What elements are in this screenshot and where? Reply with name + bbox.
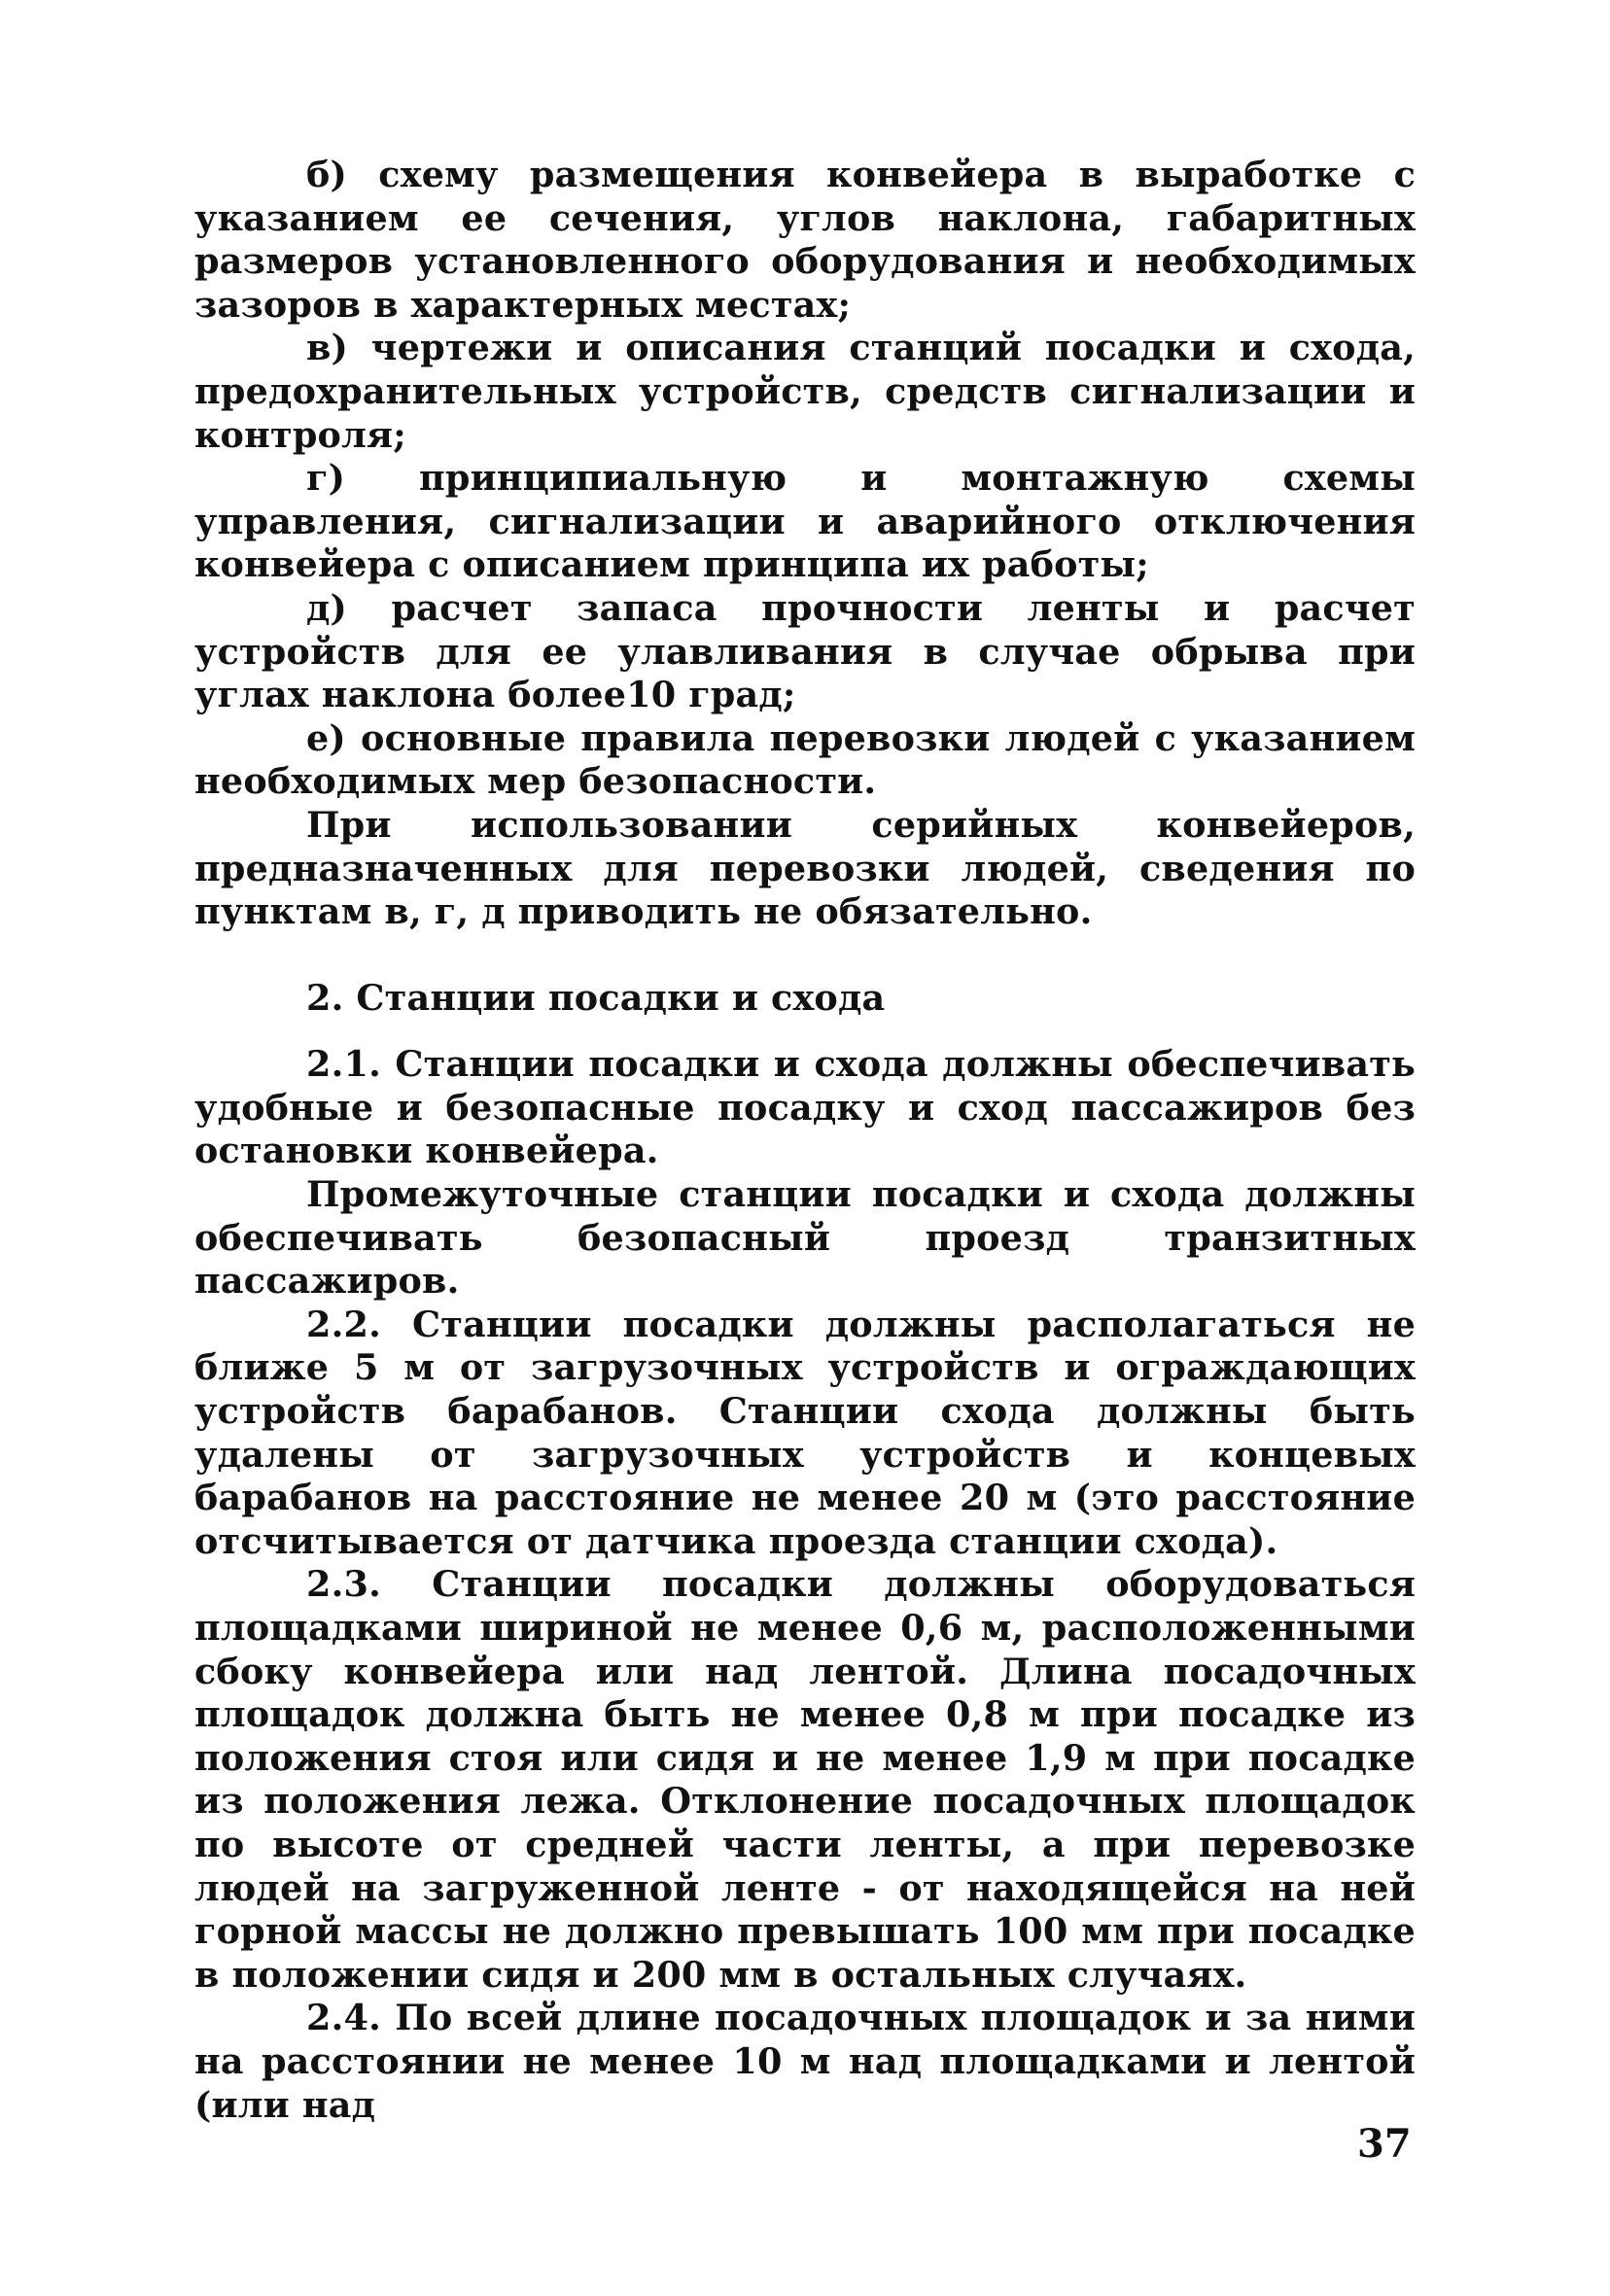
- paragraph-item-v: в) чертежи и описания станций посадки и схода, предохранительных устройств, средств сигнализации и контроля;: [194, 327, 1416, 456]
- paragraph-2-3: 2.3. Станции посадки должны оборудоваться площадками шириной не менее 0,6 м, расположенными сбоку конвейера или над лентой. Длина посадочных площадок должна быть не менее 0,8 м при посадке из положения стоя или сидя и не менее 1,9 м при посадке из положения лежа. Отклонение посадочных площадок по высоте от средней части ленты, а при перевозке людей на загруженной ленте - от находящейся на ней горной массы не должно превышать 100 мм при посадке в положении сидя и 200 мм в остальных случаях.: [194, 1563, 1416, 1996]
- section-heading: 2. Станции посадки и схода: [306, 976, 886, 1019]
- spacer: [194, 934, 1416, 977]
- paragraph-2-2: 2.2. Станции посадки должны располагаться не ближе 5 м от загрузочных устройств и ограждающих устройств барабанов. Станции схода должны быть удалены от загрузочных устройств и концевых барабанов на расстояние не менее 20 м (это расстояние отсчитывается от датчика проезда станции схода).: [194, 1303, 1416, 1562]
- paragraph-2-1: 2.1. Станции посадки и схода должны обеспечивать удобные и безопасные посадку и сход пассажиров без остановки конвейера.: [194, 1043, 1416, 1172]
- page-number: 37: [1357, 2121, 1412, 2167]
- body-text: [194, 154, 1416, 2127]
- paragraph-item-b: б) схему размещения конвейера в выработке с указанием ее сечения, углов наклона, габаритных размеров установленного оборудования и необходимых зазоров в характерных местах;: [194, 154, 1416, 326]
- paragraph-item-g: г) принципиальную и монтажную схемы управления, сигнализации и аварийного отключения конвейера с описанием принципа их работы;: [194, 457, 1416, 586]
- paragraph-item-d: д) расчет запаса прочности ленты и расчет устройств для ее улавливания в случае обрыва при углах наклона более10 град;: [194, 586, 1416, 716]
- spacer: [194, 1020, 1416, 1043]
- paragraph-2-4: 2.4. По всей длине посадочных площадок и за ними на расстоянии не менее 10 м над площадками и лентой (или над: [194, 1997, 1416, 2126]
- paragraph-intermediate-stations: Промежуточные станции посадки и схода должны обеспечивать безопасный проезд транзитных пассажиров.: [194, 1173, 1416, 1303]
- paragraph-serial-conveyors-note: При использовании серийных конвейеров, предназначенных для перевозки людей, сведения по пунктам в, г, д приводить не обязательно.: [194, 803, 1416, 933]
- paragraph-item-e: е) основные правила перевозки людей с указанием необходимых мер безопасности.: [194, 716, 1416, 803]
